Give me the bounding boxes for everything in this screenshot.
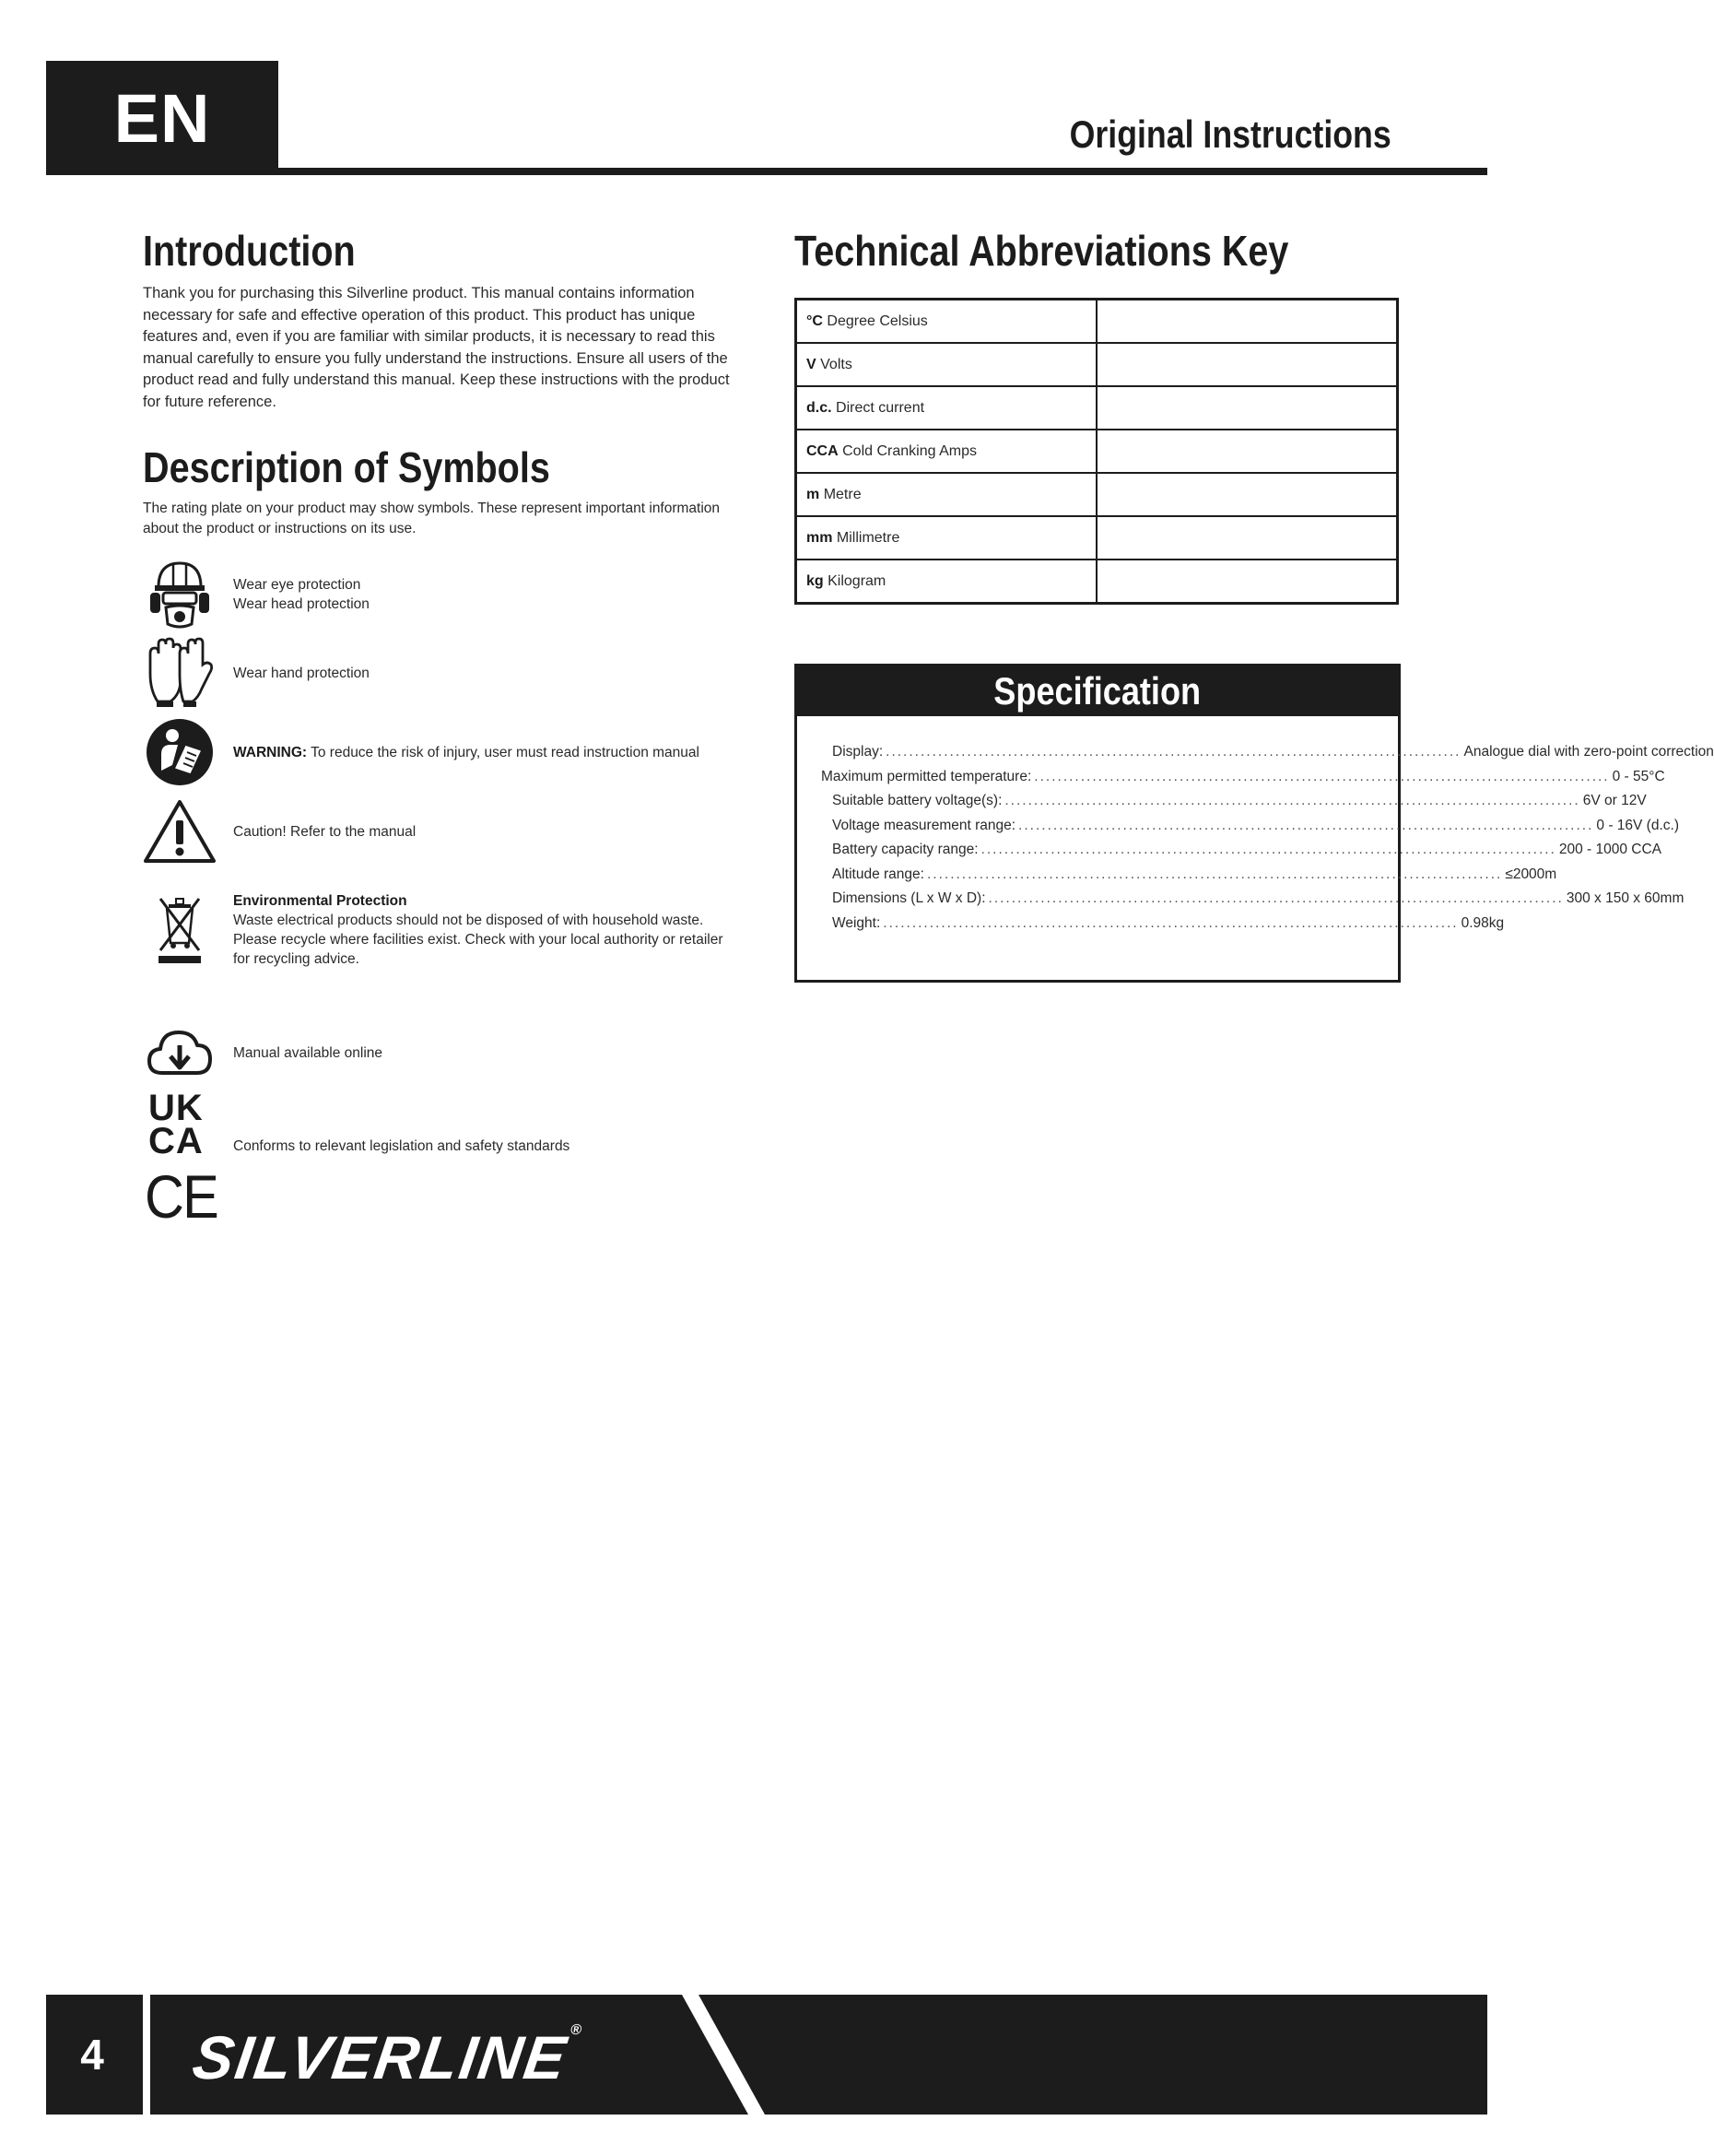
empty-cell [1097,560,1398,604]
dot-leader: ................................................................................................... [886,744,1462,760]
eye-head-protection-icon [143,558,217,631]
spec-value: ≤2000m [1505,866,1557,882]
symbols-heading: Description of Symbols [143,443,550,491]
caution-triangle-icon [143,795,217,868]
table-row [796,473,1398,516]
ukca-ce-icon [143,1090,217,1229]
dot-leader: ................................................................................................... [988,890,1564,906]
symbol-text-line: Wear head protection [233,596,370,612]
spec-label: Battery capacity range: [832,842,979,857]
dot-leader: ................................................................................................... [926,866,1503,882]
abbr-code: kg [806,572,824,589]
abbr-code: m [806,486,820,502]
page-header [46,61,1487,175]
symbol-row [143,795,416,868]
abbreviations-heading: Technical Abbreviations Key [794,227,1289,275]
read-manual-icon [143,715,217,789]
symbol-row [143,1016,382,1090]
footer-divider [143,1995,150,2115]
spec-value: 0 - 55°C [1612,768,1665,784]
spec-row [821,912,1505,937]
abbr-code: mm [806,529,833,546]
spec-row [821,814,1679,839]
specification-list [797,716,1714,936]
weee-bin-icon [143,891,217,965]
introduction-heading: Introduction [143,227,356,275]
dot-leader: ................................................................................................... [980,842,1556,857]
symbol-row [143,558,370,631]
specification-heading: Specification [993,669,1202,713]
spec-row [821,887,1685,912]
dot-leader: ................................................................................................... [883,914,1459,931]
abbr-meaning: Metre [823,486,862,502]
symbol-text-line: To reduce the risk of injury, user must read instruction manual [311,744,699,760]
empty-cell [1097,430,1398,473]
spec-value: 0.98kg [1461,914,1505,931]
empty-cell [1097,473,1398,516]
left-column [143,226,751,1231]
symbol-row [143,1090,569,1229]
warning-label: WARNING: [233,744,308,760]
symbol-text-line: Wear hand protection [233,665,370,681]
abbr-meaning: Kilogram [828,572,886,589]
ce-mark: CE [145,1162,217,1231]
page-number: 4 [80,2031,104,2079]
specification-box [794,664,1714,983]
abbr-meaning: Degree Celsius [827,312,928,329]
table-row [796,386,1398,430]
dot-leader: ................................................................................................... [1004,793,1580,808]
symbol-text-line: Caution! Refer to the manual [233,823,417,840]
empty-cell [1097,343,1398,386]
spec-row [821,863,1557,888]
empty-cell [1097,300,1398,344]
gloves-icon [143,636,217,710]
abbr-meaning: Direct current [836,399,925,416]
spec-label: Voltage measurement range: [832,817,1016,833]
abbr-meaning: Cold Cranking Amps [842,442,977,459]
spec-value: 6V or 12V [1582,793,1647,808]
abbr-code: d.c. [806,399,832,416]
spec-row [821,838,1662,863]
symbol-row [143,715,699,789]
abbr-code: °C [806,312,823,329]
dot-leader: ................................................................................................... [1034,768,1610,784]
symbol-text-line: Manual available online [233,1044,383,1061]
table-row [796,560,1398,604]
table-row [796,343,1398,386]
introduction-text: Thank you for purchasing this Silverline product. This manual contains information necessary for safe and effective operation of this product. This product has unique features and, even if you are familiar with similar products, it is necessary to read this manual carefully to ensure you fully understand the instructions. Ensure all users of the product read and fully understand this manual. Keep these instructions with the product for future reference. [143,285,730,410]
cloud-download-icon [143,1016,217,1090]
abbr-meaning: Millimetre [836,529,900,546]
environmental-protection-label: Environmental Protection [233,893,407,909]
brand-name: SILVERLINE [188,2023,572,2091]
symbol-row [143,636,370,710]
table-row [796,516,1398,560]
spec-row [821,765,1665,790]
ukca-mark-line2: CA [148,1121,204,1161]
abbr-code: CCA [806,442,839,459]
table-row [796,430,1398,473]
spec-row [821,789,1647,814]
footer-slash-decoration [682,1995,765,2115]
right-column [794,226,1714,931]
spec-label: Suitable battery voltage(s): [832,793,1003,808]
symbol-text-line: Conforms to relevant legislation and safety standards [233,1137,570,1154]
table-row [796,300,1398,344]
spec-label: Display: [832,744,884,760]
language-badge: EN [46,61,278,175]
abbr-code: V [806,356,816,372]
header-title: Original Instructions [1069,112,1391,156]
symbol-row [143,891,731,969]
symbol-text-line: Waste electrical products should not be disposed of with household waste. Please recycle where facilities exist. Check with your local authority or retailer for recycling advice. [233,913,723,967]
header-rule [46,168,1487,175]
symbol-text-line: Wear eye protection [233,577,361,593]
symbols-intro: The rating plate on your product may show symbols. These represent important information about the product or instructions on its use. [143,501,721,536]
spec-label: Altitude range: [832,866,924,882]
spec-label: Weight: [832,914,881,931]
ukca-mark-line1: UK [148,1088,204,1128]
spec-value: 300 x 150 x 60mm [1566,890,1685,906]
empty-cell [1097,386,1398,430]
spec-value: Analogue dial with zero-point correction [1463,744,1714,760]
page-footer [46,1995,1487,2115]
empty-cell [1097,516,1398,560]
abbreviations-table [794,298,1399,605]
spec-label: Dimensions (L x W x D): [832,890,986,906]
spec-row [821,740,1714,765]
registered-mark: ® [569,2022,585,2038]
dot-leader: ................................................................................................... [1018,817,1594,833]
specification-header [797,666,1398,716]
abbr-meaning: Volts [820,356,852,372]
spec-label: Maximum permitted temperature: [821,768,1032,784]
spec-value: 200 - 1000 CCA [1558,842,1662,857]
spec-value: 0 - 16V (d.c.) [1596,817,1679,833]
brand-logo [189,2022,585,2092]
